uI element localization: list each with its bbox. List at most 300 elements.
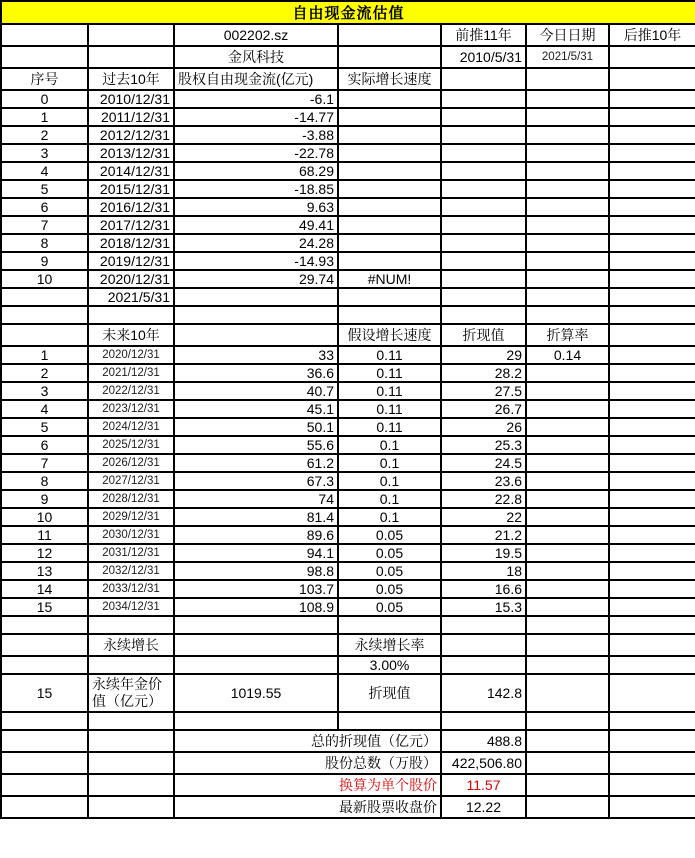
empty-cell[interactable]: [174, 306, 338, 324]
empty-cell[interactable]: [441, 656, 526, 674]
empty-cell[interactable]: [609, 364, 695, 382]
cell-growth[interactable]: 0.1: [338, 508, 441, 526]
stock-code-cell[interactable]: 002202.sz: [174, 24, 338, 46]
cell-date[interactable]: 2026/12/31: [88, 454, 174, 472]
cell-growth[interactable]: 0.11: [338, 418, 441, 436]
price-per-share-label[interactable]: 换算为单个股价: [174, 774, 441, 796]
empty-cell[interactable]: [1, 306, 88, 324]
index-column-header[interactable]: 序号: [1, 68, 88, 90]
empty-cell[interactable]: [526, 730, 609, 752]
cell-growth[interactable]: 0.11: [338, 400, 441, 418]
cell-present-value[interactable]: 21.2: [441, 526, 526, 544]
cell-growth[interactable]: 0.11: [338, 382, 441, 400]
cell-value[interactable]: 103.7: [174, 580, 338, 598]
cell-present-value[interactable]: 19.5: [441, 544, 526, 562]
empty-cell[interactable]: [609, 580, 695, 598]
empty-cell[interactable]: [609, 288, 695, 306]
empty-cell[interactable]: [609, 198, 695, 216]
cell-present-value[interactable]: 15.3: [441, 598, 526, 616]
empty-cell[interactable]: [441, 198, 526, 216]
total-pv-value[interactable]: 488.8: [441, 730, 526, 752]
cell-discount-rate[interactable]: [526, 508, 609, 526]
cell-present-value[interactable]: 23.6: [441, 472, 526, 490]
cell-index[interactable]: 11: [1, 526, 88, 544]
empty-cell[interactable]: [1, 656, 88, 674]
empty-cell[interactable]: [1, 634, 88, 656]
cell-discount-rate[interactable]: [526, 436, 609, 454]
total-shares-value[interactable]: 422,506.80: [441, 752, 526, 774]
cell-discount-rate[interactable]: [526, 562, 609, 580]
empty-cell[interactable]: [1, 752, 88, 774]
empty-cell[interactable]: [88, 306, 174, 324]
cell-present-value[interactable]: 25.3: [441, 436, 526, 454]
empty-cell[interactable]: [526, 712, 609, 730]
latest-close-label[interactable]: 最新股票收盘价: [174, 796, 441, 818]
cell-present-value[interactable]: 26: [441, 418, 526, 436]
empty-cell[interactable]: [441, 216, 526, 234]
cell-present-value[interactable]: 29: [441, 346, 526, 364]
cell-growth[interactable]: [338, 216, 441, 234]
cell-index[interactable]: 12: [1, 544, 88, 562]
cell-value[interactable]: 36.6: [174, 364, 338, 382]
cell-date[interactable]: 2014/12/31: [88, 162, 174, 180]
empty-cell[interactable]: [441, 306, 526, 324]
cell-growth[interactable]: 0.05: [338, 580, 441, 598]
empty-cell[interactable]: [609, 774, 695, 796]
cell-index[interactable]: 14: [1, 580, 88, 598]
empty-cell[interactable]: [526, 126, 609, 144]
empty-cell[interactable]: [88, 712, 174, 730]
cell-date[interactable]: 2022/12/31: [88, 382, 174, 400]
empty-cell[interactable]: [88, 24, 174, 46]
perpetual-growth-rate-label[interactable]: 永续增长率: [338, 634, 441, 656]
actual-growth-header[interactable]: 实际增长速度: [338, 68, 441, 90]
cell-present-value[interactable]: 24.5: [441, 454, 526, 472]
empty-cell[interactable]: [88, 656, 174, 674]
cell-index[interactable]: 5: [1, 180, 88, 198]
empty-cell[interactable]: [1, 46, 88, 68]
empty-cell[interactable]: [1, 730, 88, 752]
cell-date[interactable]: 2028/12/31: [88, 490, 174, 508]
empty-cell[interactable]: [88, 774, 174, 796]
cell-value[interactable]: 40.7: [174, 382, 338, 400]
empty-cell[interactable]: [609, 508, 695, 526]
cell-growth[interactable]: 0.05: [338, 544, 441, 562]
empty-cell[interactable]: [174, 712, 338, 730]
cell-value[interactable]: 67.3: [174, 472, 338, 490]
empty-cell[interactable]: [609, 436, 695, 454]
today-date-cell[interactable]: 2021/5/31: [526, 46, 609, 68]
empty-cell[interactable]: [526, 216, 609, 234]
future-row: [1, 562, 695, 580]
fcf-column-header[interactable]: 股权自由现金流(亿元): [174, 68, 338, 90]
cell-date[interactable]: 2012/12/31: [88, 126, 174, 144]
empty-cell[interactable]: [526, 288, 609, 306]
empty-cell[interactable]: [609, 216, 695, 234]
empty-cell[interactable]: [441, 108, 526, 126]
assumed-growth-header[interactable]: 假设增长速度: [338, 324, 441, 346]
cell-index[interactable]: 4: [1, 162, 88, 180]
cell-index[interactable]: 15: [1, 598, 88, 616]
cell-date[interactable]: 2019/12/31: [88, 252, 174, 270]
cell-present-value[interactable]: 18: [441, 562, 526, 580]
cell-index[interactable]: 7: [1, 216, 88, 234]
cell-index[interactable]: 2: [1, 364, 88, 382]
future-row: [1, 526, 695, 544]
cell-fcf[interactable]: 24.28: [174, 234, 338, 252]
future-row: [1, 580, 695, 598]
empty-cell[interactable]: [609, 454, 695, 472]
empty-cell[interactable]: [609, 562, 695, 580]
cell-fcf[interactable]: 68.29: [174, 162, 338, 180]
empty-cell[interactable]: [526, 234, 609, 252]
cell-discount-rate[interactable]: [526, 544, 609, 562]
empty-cell[interactable]: [609, 382, 695, 400]
cell-value[interactable]: 98.8: [174, 562, 338, 580]
empty-cell[interactable]: [609, 752, 695, 774]
cell-discount-rate[interactable]: [526, 526, 609, 544]
empty-cell[interactable]: [526, 656, 609, 674]
cell-discount-rate[interactable]: [526, 490, 609, 508]
cell-present-value[interactable]: 22: [441, 508, 526, 526]
empty-cell[interactable]: [609, 616, 695, 634]
cell-growth[interactable]: [338, 90, 441, 108]
sheet-title[interactable]: 自由现金流估值: [1, 1, 695, 24]
cell-date[interactable]: 2024/12/31: [88, 418, 174, 436]
empty-cell[interactable]: [88, 752, 174, 774]
empty-cell[interactable]: [609, 526, 695, 544]
empty-cell[interactable]: [174, 634, 338, 656]
total-shares-label[interactable]: 股份总数（万股）: [174, 752, 441, 774]
empty-cell[interactable]: [441, 144, 526, 162]
empty-cell[interactable]: [441, 288, 526, 306]
empty-cell[interactable]: [526, 616, 609, 634]
empty-cell[interactable]: [609, 126, 695, 144]
cell-fcf[interactable]: -6.1: [174, 90, 338, 108]
empty-cell[interactable]: [1, 616, 88, 634]
cell-growth[interactable]: 0.1: [338, 472, 441, 490]
empty-cell[interactable]: [88, 616, 174, 634]
cell-index[interactable]: 5: [1, 418, 88, 436]
empty-cell[interactable]: [609, 400, 695, 418]
empty-cell[interactable]: [441, 252, 526, 270]
empty-cell[interactable]: [526, 198, 609, 216]
empty-cell[interactable]: [441, 616, 526, 634]
empty-cell[interactable]: [441, 234, 526, 252]
cell-date[interactable]: 2033/12/31: [88, 580, 174, 598]
cell-index[interactable]: 6: [1, 198, 88, 216]
empty-cell[interactable]: [526, 796, 609, 818]
annuity-label-cell[interactable]: 永续年金价值（亿元）: [88, 674, 174, 712]
cell-date[interactable]: 2021/12/31: [88, 364, 174, 382]
latest-close-value[interactable]: 12.22: [441, 796, 526, 818]
empty-cell[interactable]: [526, 270, 609, 288]
cell-date[interactable]: 2032/12/31: [88, 562, 174, 580]
cell-discount-rate[interactable]: [526, 418, 609, 436]
future-period-header[interactable]: 未来10年: [88, 324, 174, 346]
cell-fcf[interactable]: 49.41: [174, 216, 338, 234]
empty-cell[interactable]: [609, 544, 695, 562]
forward-date-cell[interactable]: 2010/5/31: [441, 46, 526, 68]
cell-date[interactable]: 2027/12/31: [88, 472, 174, 490]
cell-date[interactable]: 2030/12/31: [88, 526, 174, 544]
empty-cell[interactable]: [88, 46, 174, 68]
empty-cell[interactable]: [609, 180, 695, 198]
price-per-share-value[interactable]: 11.57: [441, 774, 526, 796]
cell-value[interactable]: 81.4: [174, 508, 338, 526]
cell-index[interactable]: 4: [1, 400, 88, 418]
perpetual-rate-row: [1, 656, 695, 674]
cell-discount-rate[interactable]: [526, 580, 609, 598]
future-row: [1, 490, 695, 508]
cell-fcf[interactable]: -3.88: [174, 126, 338, 144]
cell-index[interactable]: 1: [1, 108, 88, 126]
cell-index[interactable]: 9: [1, 490, 88, 508]
future-row: [1, 598, 695, 616]
cell-present-value[interactable]: 16.6: [441, 580, 526, 598]
empty-cell[interactable]: [609, 324, 695, 346]
empty-cell[interactable]: [609, 68, 695, 90]
interim-date-cell[interactable]: 2021/5/31: [88, 288, 174, 306]
cell-growth[interactable]: [338, 180, 441, 198]
cell-index[interactable]: 10: [1, 270, 88, 288]
empty-cell[interactable]: [441, 68, 526, 90]
empty-cell[interactable]: [1, 324, 88, 346]
empty-cell[interactable]: [338, 24, 441, 46]
empty-cell[interactable]: [526, 108, 609, 126]
title-row: [1, 1, 695, 24]
past-row: [1, 90, 695, 108]
cell-index[interactable]: 8: [1, 234, 88, 252]
discount-rate-header[interactable]: 折算率: [526, 324, 609, 346]
cell-growth[interactable]: 0.11: [338, 346, 441, 364]
cell-date[interactable]: 2020/12/31: [88, 346, 174, 364]
summary-row-latest-close: [1, 796, 695, 818]
empty-cell[interactable]: [338, 616, 441, 634]
empty-cell[interactable]: [526, 162, 609, 180]
empty-cell[interactable]: [609, 108, 695, 126]
stock-name-cell[interactable]: 金风科技: [174, 46, 338, 68]
empty-cell[interactable]: [338, 46, 441, 68]
cell-present-value[interactable]: 26.7: [441, 400, 526, 418]
cell-value[interactable]: 94.1: [174, 544, 338, 562]
empty-cell[interactable]: [174, 324, 338, 346]
today-date-label[interactable]: 今日日期: [526, 24, 609, 46]
empty-cell[interactable]: [1, 288, 88, 306]
cell-date[interactable]: 2017/12/31: [88, 216, 174, 234]
cell-date[interactable]: 2011/12/31: [88, 108, 174, 126]
cell-present-value[interactable]: 27.5: [441, 382, 526, 400]
cell-growth[interactable]: [338, 162, 441, 180]
empty-cell[interactable]: [609, 144, 695, 162]
empty-cell[interactable]: [609, 712, 695, 730]
cell-date[interactable]: 2029/12/31: [88, 508, 174, 526]
cell-index[interactable]: 7: [1, 454, 88, 472]
cell-date[interactable]: 2015/12/31: [88, 180, 174, 198]
empty-cell[interactable]: [526, 774, 609, 796]
cell-value[interactable]: 61.2: [174, 454, 338, 472]
empty-cell[interactable]: [338, 306, 441, 324]
empty-cell[interactable]: [526, 306, 609, 324]
present-value-header[interactable]: 折现值: [441, 324, 526, 346]
cell-growth[interactable]: 0.1: [338, 490, 441, 508]
empty-cell[interactable]: [609, 306, 695, 324]
empty-cell[interactable]: [88, 796, 174, 818]
annuity-pv-label[interactable]: 折现值: [338, 674, 441, 712]
cell-date[interactable]: 2031/12/31: [88, 544, 174, 562]
empty-cell[interactable]: [609, 598, 695, 616]
empty-cell[interactable]: [441, 270, 526, 288]
cell-growth[interactable]: #NUM!: [338, 270, 441, 288]
cell-present-value[interactable]: 22.8: [441, 490, 526, 508]
cell-date[interactable]: 2020/12/31: [88, 270, 174, 288]
empty-cell[interactable]: [609, 490, 695, 508]
empty-cell[interactable]: [609, 656, 695, 674]
cell-fcf[interactable]: -22.78: [174, 144, 338, 162]
cell-index[interactable]: 1: [1, 346, 88, 364]
cell-growth[interactable]: [338, 144, 441, 162]
empty-cell[interactable]: [338, 712, 441, 730]
cell-growth[interactable]: 0.05: [338, 598, 441, 616]
total-pv-label[interactable]: 总的折现值（亿元）: [174, 730, 441, 752]
empty-cell[interactable]: [174, 288, 338, 306]
empty-cell[interactable]: [526, 144, 609, 162]
cell-index[interactable]: 8: [1, 472, 88, 490]
empty-cell[interactable]: [441, 712, 526, 730]
cell-discount-rate[interactable]: [526, 472, 609, 490]
cell-discount-rate[interactable]: 0.14: [526, 346, 609, 364]
cell-value[interactable]: 89.6: [174, 526, 338, 544]
empty-cell[interactable]: [526, 68, 609, 90]
cell-value[interactable]: 55.6: [174, 436, 338, 454]
empty-cell[interactable]: [1, 712, 88, 730]
cell-index[interactable]: 3: [1, 382, 88, 400]
future-row: [1, 346, 695, 364]
cell-growth[interactable]: 0.05: [338, 526, 441, 544]
empty-cell[interactable]: [1, 796, 88, 818]
empty-cell[interactable]: [88, 730, 174, 752]
empty-cell[interactable]: [609, 674, 695, 712]
empty-cell[interactable]: [609, 46, 695, 68]
cell-growth[interactable]: [338, 252, 441, 270]
empty-cell[interactable]: [174, 616, 338, 634]
cell-value[interactable]: 74: [174, 490, 338, 508]
empty-cell[interactable]: [609, 346, 695, 364]
empty-cell[interactable]: [609, 162, 695, 180]
cell-index[interactable]: 9: [1, 252, 88, 270]
empty-cell[interactable]: [609, 252, 695, 270]
cell-growth[interactable]: 0.1: [338, 454, 441, 472]
cell-date[interactable]: 2025/12/31: [88, 436, 174, 454]
cell-discount-rate[interactable]: [526, 364, 609, 382]
cell-fcf[interactable]: -14.77: [174, 108, 338, 126]
empty-cell[interactable]: [441, 634, 526, 656]
empty-cell[interactable]: [1, 24, 88, 46]
cell-index[interactable]: 10: [1, 508, 88, 526]
cell-discount-rate[interactable]: [526, 400, 609, 418]
cell-value[interactable]: 33: [174, 346, 338, 364]
cell-discount-rate[interactable]: [526, 382, 609, 400]
empty-cell[interactable]: [338, 288, 441, 306]
cell-growth[interactable]: [338, 108, 441, 126]
empty-cell[interactable]: [526, 634, 609, 656]
future-row: [1, 508, 695, 526]
cell-value[interactable]: 45.1: [174, 400, 338, 418]
cell-fcf[interactable]: -14.93: [174, 252, 338, 270]
annuity-value-cell[interactable]: 1019.55: [174, 674, 338, 712]
cell-growth[interactable]: 0.05: [338, 562, 441, 580]
annuity-index-cell[interactable]: 15: [1, 674, 88, 712]
empty-cell[interactable]: [609, 472, 695, 490]
cell-discount-rate[interactable]: [526, 454, 609, 472]
cell-index[interactable]: 3: [1, 144, 88, 162]
past-period-header[interactable]: 过去10年: [88, 68, 174, 90]
empty-cell[interactable]: [526, 90, 609, 108]
empty-cell[interactable]: [609, 270, 695, 288]
empty-cell[interactable]: [174, 656, 338, 674]
empty-cell[interactable]: [441, 180, 526, 198]
future-row: [1, 544, 695, 562]
empty-cell[interactable]: [526, 252, 609, 270]
cell-value[interactable]: 50.1: [174, 418, 338, 436]
cell-fcf[interactable]: 9.63: [174, 198, 338, 216]
cell-index[interactable]: 6: [1, 436, 88, 454]
empty-cell[interactable]: [526, 180, 609, 198]
empty-cell[interactable]: [609, 234, 695, 252]
cell-date[interactable]: 2016/12/31: [88, 198, 174, 216]
empty-cell[interactable]: [526, 752, 609, 774]
future-row: [1, 400, 695, 418]
past-row: [1, 216, 695, 234]
cell-fcf[interactable]: 29.74: [174, 270, 338, 288]
backward-years-label[interactable]: 后推10年: [609, 24, 695, 46]
cell-date[interactable]: 2010/12/31: [88, 90, 174, 108]
cell-date[interactable]: 2023/12/31: [88, 400, 174, 418]
empty-cell[interactable]: [1, 774, 88, 796]
empty-cell[interactable]: [609, 730, 695, 752]
cell-growth[interactable]: [338, 234, 441, 252]
empty-cell[interactable]: [609, 418, 695, 436]
future-row: [1, 472, 695, 490]
cell-date[interactable]: 2013/12/31: [88, 144, 174, 162]
cell-value[interactable]: 108.9: [174, 598, 338, 616]
empty-cell[interactable]: [441, 126, 526, 144]
cell-index[interactable]: 2: [1, 126, 88, 144]
cell-fcf[interactable]: -18.85: [174, 180, 338, 198]
empty-cell[interactable]: [441, 162, 526, 180]
empty-cell[interactable]: [609, 634, 695, 656]
cell-date[interactable]: 2034/12/31: [88, 598, 174, 616]
empty-cell[interactable]: [609, 90, 695, 108]
forward-years-label[interactable]: 前推11年: [441, 24, 526, 46]
cell-growth[interactable]: [338, 126, 441, 144]
cell-growth[interactable]: 0.11: [338, 364, 441, 382]
cell-date[interactable]: 2018/12/31: [88, 234, 174, 252]
cell-present-value[interactable]: 28.2: [441, 364, 526, 382]
perpetual-growth-label[interactable]: 永续增长: [88, 634, 174, 656]
annuity-pv-value[interactable]: 142.8: [441, 674, 526, 712]
future-row: [1, 382, 695, 400]
empty-cell[interactable]: [441, 90, 526, 108]
perpetual-growth-rate-value[interactable]: 3.00%: [338, 656, 441, 674]
empty-cell[interactable]: [609, 796, 695, 818]
cell-index[interactable]: 0: [1, 90, 88, 108]
cell-discount-rate[interactable]: [526, 598, 609, 616]
empty-cell[interactable]: [526, 674, 609, 712]
cell-growth[interactable]: [338, 198, 441, 216]
cell-index[interactable]: 13: [1, 562, 88, 580]
cell-growth[interactable]: 0.1: [338, 436, 441, 454]
